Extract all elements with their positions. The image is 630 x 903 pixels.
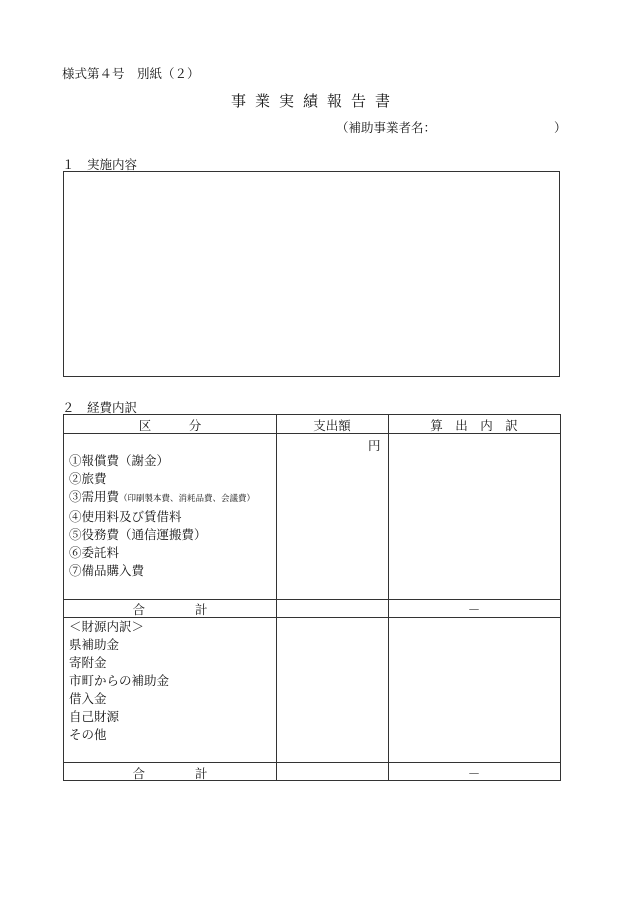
expense-item: ⑥委託料 [69, 545, 120, 560]
implementation-content-box [63, 171, 560, 377]
funding-item: 自己財源 [69, 709, 120, 724]
expense-table [63, 414, 561, 781]
applicant-label: （補助事業者名： [336, 120, 437, 135]
column-divider-2 [388, 415, 389, 780]
expense-items-list [69, 452, 255, 580]
funding-item: 寄附金 [69, 655, 107, 670]
total-dash: － [467, 766, 481, 781]
document-title: 事業実績報告書 [230, 92, 399, 110]
form-number: 様式第４号 別紙（２） [62, 66, 200, 81]
funding-items-list [69, 618, 169, 744]
subtotal-dash: － [467, 602, 481, 617]
expense-item: ④使用料及び賃借料 [69, 509, 182, 524]
total-divider-top [64, 762, 560, 763]
section2-heading: ２ 経費内訳 [62, 400, 138, 415]
applicant-close-paren: ） [554, 120, 567, 135]
yen-unit: 円 [368, 438, 381, 453]
funding-item: 市町からの補助金 [69, 673, 170, 688]
expense-item: ②旅費 [69, 471, 107, 486]
applicant-name-field [336, 118, 567, 136]
header-expenditure: 支出額 [313, 418, 351, 433]
funding-item: 借入金 [69, 691, 107, 706]
expense-item: ①報償費（謝金） [69, 453, 170, 468]
expense-item: ③需用費（印刷製本費、消耗品費、会議費） [69, 489, 256, 504]
header-calculation: 算 出 内 訳 [430, 418, 518, 433]
funding-item: ＜財源内訳＞ [69, 619, 145, 634]
funding-item: その他 [69, 727, 107, 742]
total-label: 合 計 [132, 766, 208, 781]
column-divider-1 [276, 415, 277, 780]
expense-item: ⑦備品購入費 [69, 563, 145, 578]
funding-item: 県補助金 [69, 637, 120, 652]
section1-heading: １ 実施内容 [62, 157, 138, 172]
header-category: 区 分 [138, 418, 202, 433]
subtotal-label: 合 計 [132, 602, 208, 617]
expense-item: ⑤役務費（通信運搬費） [69, 527, 207, 542]
expense-item-note: （印刷製本費、消耗品費、会議費） [119, 494, 256, 504]
